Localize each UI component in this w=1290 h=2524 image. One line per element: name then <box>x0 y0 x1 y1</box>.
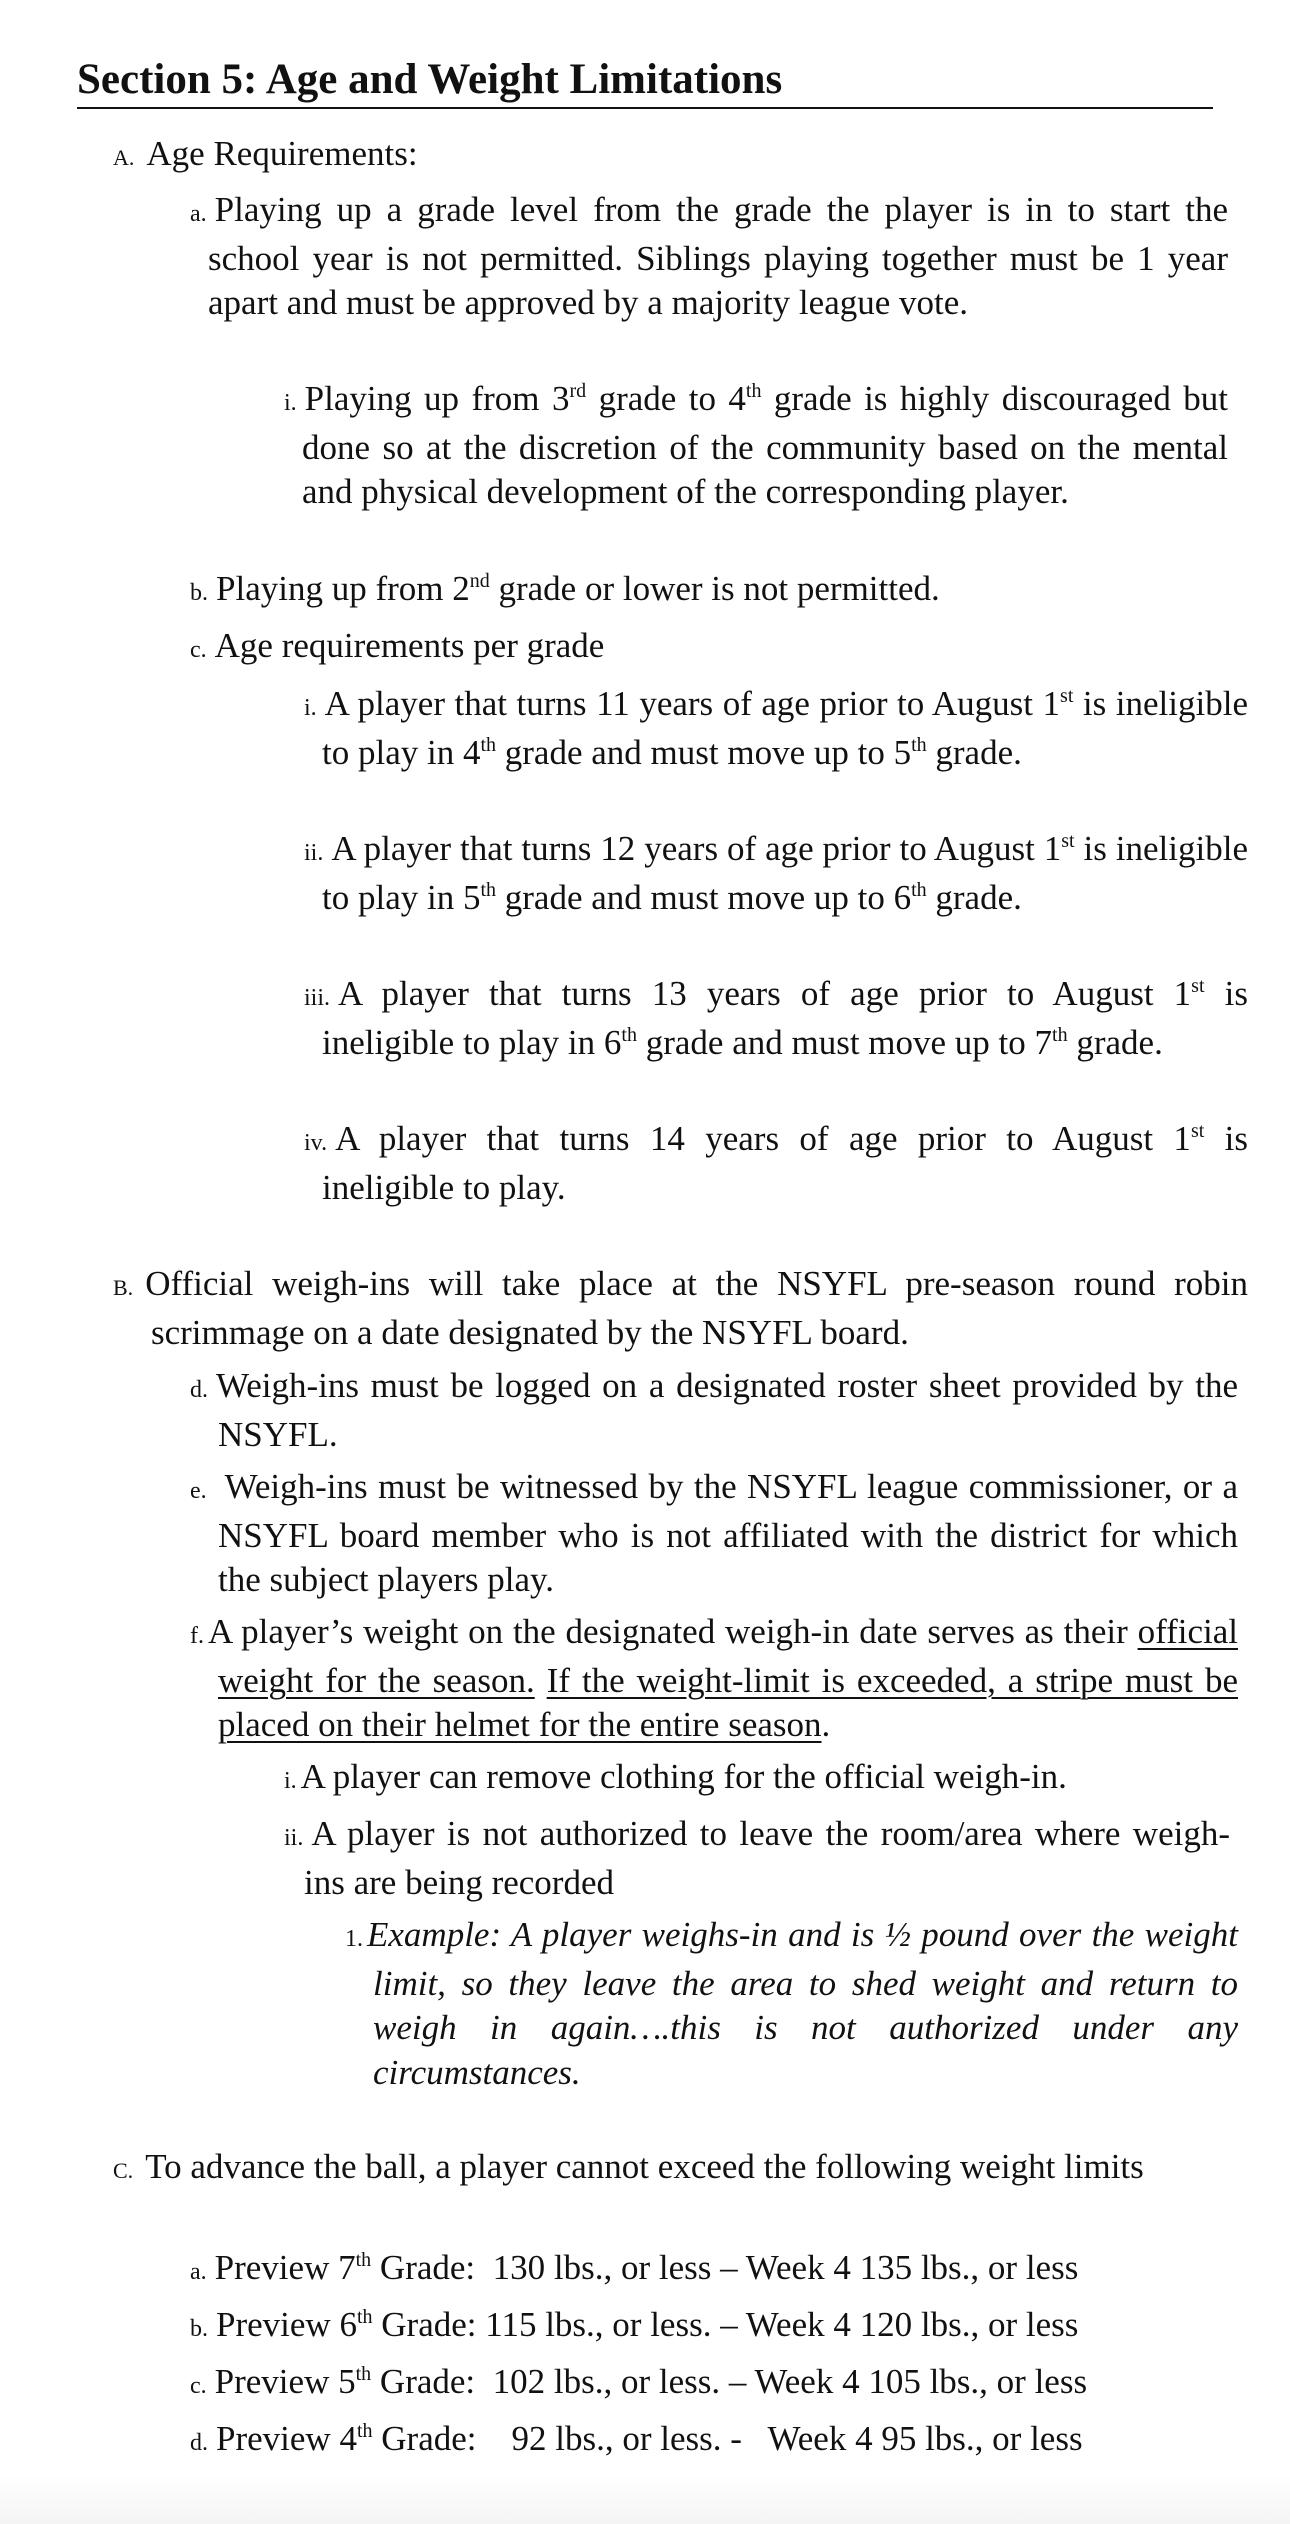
marker: C. <box>113 2158 134 2183</box>
marker: f. <box>190 1623 204 1649</box>
text: Preview 4 <box>216 2419 357 2458</box>
text: Grade: 115 lbs., or less. – Week 4 120 lbs., or less <box>372 2305 1079 2344</box>
ordinal: rd <box>569 380 587 402</box>
text <box>535 1661 547 1700</box>
text: Preview 5 <box>214 2362 356 2401</box>
text: Example: A player weighs-in and is ½ pound over the weight limit, so they leave the area to shed weight and return to weigh in again….this is not authorized under any circumstances. <box>367 1915 1238 2092</box>
marker: b. <box>190 580 208 606</box>
item-A-a <box>190 188 1228 326</box>
text: grade and must move up to 5 <box>496 732 912 772</box>
item-B-e <box>190 1465 1238 1603</box>
ordinal: th <box>911 733 927 756</box>
text: grade. <box>1067 1022 1163 1062</box>
marker: i. <box>304 695 317 721</box>
text: A player is not authorized to leave the room/area where weigh-ins are being recorded <box>304 1814 1230 1902</box>
item-A <box>113 132 418 181</box>
text: Preview 6 <box>216 2305 357 2344</box>
ordinal: th <box>480 733 497 756</box>
marker: iii. <box>304 985 331 1011</box>
ordinal: th <box>355 2363 372 2385</box>
ordinal: th <box>745 380 762 402</box>
item-B-f-i <box>284 1755 1067 1804</box>
text: Playing up from 2 <box>216 569 470 608</box>
marker: i. <box>284 390 297 416</box>
ordinal: st <box>1060 685 1074 707</box>
marker: 1. <box>345 1926 363 1952</box>
text: grade or lower is not permitted. <box>489 569 940 608</box>
item-A-c-i <box>284 682 1248 775</box>
item-B-f-ii-example <box>345 1913 1238 2095</box>
ordinal: nd <box>469 570 490 592</box>
item-text: Playing up a grade level from the grade the player is in to start the school year is not permitted. Siblings playing together must be 1 year apart and must be approved by a majority league vote. <box>208 190 1228 322</box>
ordinal: th <box>911 878 927 901</box>
text: grade is highly discouraged but done so at the discretion of the community based on the mental and physical development of the corresponding player. <box>302 379 1228 511</box>
text: grade and must move up to 7 <box>636 1022 1053 1062</box>
item-A-c-iii <box>284 972 1248 1065</box>
marker: ii. <box>284 1825 304 1851</box>
marker: c. <box>190 637 207 663</box>
text: is ineligible to play in 6 <box>322 974 1248 1062</box>
marker: a. <box>190 2259 207 2285</box>
text: A player that turns 13 years of age prior to August 1 <box>338 974 1192 1013</box>
text: A player that turns 14 years of age prior to August 1 <box>335 1119 1191 1158</box>
item-A-b <box>190 567 940 616</box>
marker: b. <box>190 2316 208 2342</box>
text: A player that turns 12 years of age prior to August 1 <box>331 829 1062 868</box>
text: Grade: 102 lbs., or less. – Week 4 105 lbs., or less <box>371 2362 1088 2401</box>
text: A player that turns 11 years of age prior to August 1 <box>324 684 1061 723</box>
weight-limit-item <box>190 2303 1078 2352</box>
ordinal: th <box>356 2420 373 2442</box>
item-C <box>113 2145 1248 2194</box>
marker: iv. <box>304 1130 328 1156</box>
text: To advance the ball, a player cannot exceed the following weight limits <box>145 2147 1144 2186</box>
marker: e. <box>190 1478 207 1504</box>
weight-limit-item <box>190 2417 1083 2466</box>
ordinal: st <box>1191 975 1205 997</box>
underlined-text: official weight for the season. <box>218 1612 1238 1700</box>
text: grade and must move up to 6 <box>496 877 912 917</box>
item-A-c-ii <box>284 827 1248 920</box>
ordinal: th <box>480 878 497 901</box>
weight-limit-item <box>190 2246 1078 2295</box>
marker: i. <box>284 1768 297 1794</box>
ordinal: st <box>1190 1120 1205 1142</box>
marker: d. <box>190 2430 208 2456</box>
text: grade. <box>926 732 1022 772</box>
marker: a. <box>190 201 207 227</box>
item-A-title: Age Requirements: <box>146 134 418 173</box>
item-A-c-iv <box>284 1117 1248 1210</box>
ordinal: th <box>356 2306 373 2328</box>
text: grade to 4 <box>586 379 746 418</box>
text: A player’s weight on the designated weigh-in date serves as their <box>208 1612 1138 1651</box>
item-A-c <box>190 624 604 673</box>
text: . <box>821 1705 831 1744</box>
text: Grade: 92 lbs., or less. - Week 4 95 lbs., or less <box>372 2419 1083 2458</box>
item-A-a-i <box>284 377 1228 515</box>
ordinal: th <box>1052 1023 1068 1046</box>
marker: ii. <box>304 840 324 866</box>
text: Grade: 130 lbs., or less – Week 4 135 lbs., or less <box>371 2248 1079 2287</box>
text: Playing up from 3 <box>304 379 570 418</box>
ordinal: st <box>1061 830 1075 852</box>
text: grade. <box>926 877 1022 917</box>
text: Preview 7 <box>214 2248 356 2287</box>
page-bottom-fade <box>0 2475 1290 2524</box>
marker: A. <box>113 145 135 170</box>
item-B <box>113 1262 1248 1355</box>
marker: B. <box>113 1275 134 1300</box>
marker: d. <box>190 1377 208 1403</box>
text: Weigh-ins must be logged on a designated roster sheet provided by the NSYFL. <box>216 1366 1238 1454</box>
text: Age requirements per grade <box>214 626 605 665</box>
item-B-f-ii <box>284 1812 1230 1905</box>
text: Weigh-ins must be witnessed by the NSYFL league commissioner, or a NSYFL board member who is not affiliated with the district for which the subject players play. <box>218 1467 1238 1599</box>
ordinal: th <box>621 1023 637 1046</box>
text: A player can remove clothing for the official weigh-in. <box>300 1757 1067 1796</box>
weight-limit-item <box>190 2360 1087 2409</box>
underlined-text: If the weight-limit is exceeded, a stripe must be placed on their helmet for the entire season <box>218 1660 1239 1744</box>
text: is ineligible to play in 4 <box>322 684 1248 772</box>
item-B-d <box>190 1364 1238 1457</box>
section-heading: Section 5: Age and Weight Limitations <box>77 52 1213 109</box>
text: Official weigh-ins will take place at the NSYFL pre-season round robin scrimmage on a date designated by the NSYFL board. <box>145 1264 1248 1352</box>
marker: c. <box>190 2373 207 2399</box>
item-B-f <box>190 1610 1238 1748</box>
ordinal: th <box>355 2249 372 2271</box>
text: is ineligible to play in 5 <box>322 829 1248 917</box>
text: is ineligible to play. <box>322 1119 1248 1207</box>
